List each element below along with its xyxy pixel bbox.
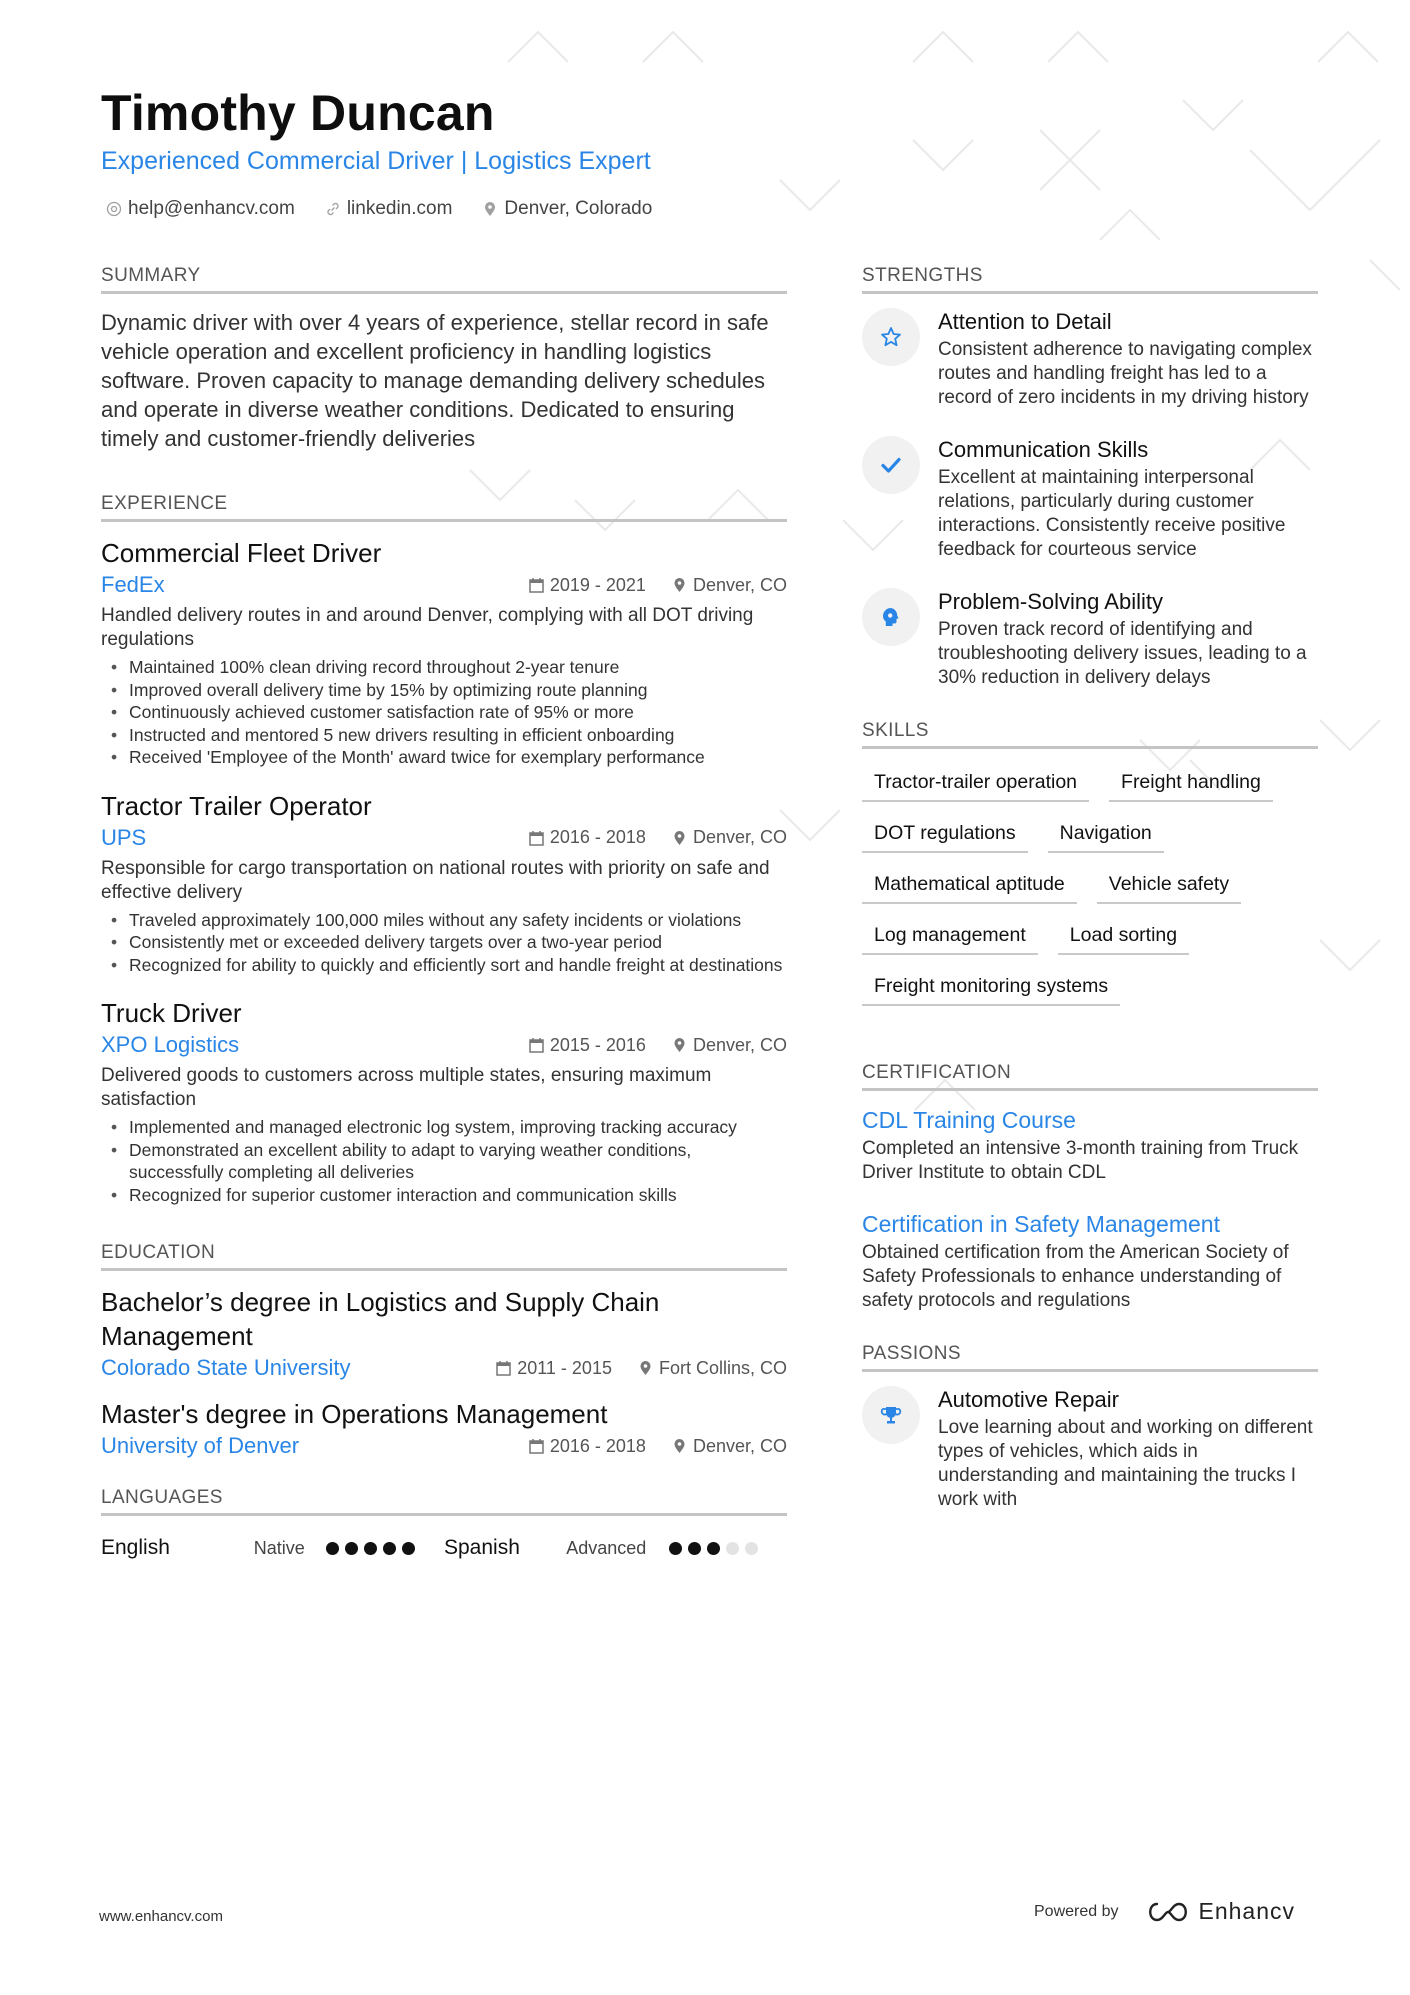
education-meta [101,1355,787,1381]
strength-title: Communication Skills [938,437,1149,462]
job-location-text: Denver, CO [692,1034,787,1055]
job-meta-right [529,827,787,848]
contact-location [482,198,652,220]
strength-description: Excellent at maintaining interpersonal relations, particularly during customer interactions. Consistently receive positive feedback for courteous service [938,467,1286,560]
job-dates [529,575,646,596]
language-name: English [101,1536,170,1559]
calendar-icon [529,1037,544,1053]
education-dates-text: 2016 - 2018 [549,1435,646,1456]
job-bullets [101,656,787,769]
education-degree: Bachelor’s degree in Logistics and Supply Chain Management [101,1287,660,1351]
skill-tag: Freight handling [1109,763,1273,802]
strength-item [862,308,1318,410]
certification-description: Completed an intensive 3-month training from Truck Driver Institute to obtain CDL [862,1138,1299,1183]
job-dates-text: 2015 - 2016 [549,1034,646,1055]
job-meta [101,1032,787,1058]
languages-title: LANGUAGES [101,1487,787,1516]
job-description: Responsible for cargo transportation on national routes with priority on safe and effective delivery [101,857,770,903]
education-meta-right [496,1358,787,1379]
language-level: Advanced [566,1537,647,1558]
at-icon [106,201,122,217]
skills-section [862,720,1318,1006]
star-icon [879,325,903,349]
rating-dot-empty [726,1542,739,1555]
job-title: Commercial Fleet Driver [101,538,382,568]
certification-name: Certification in Safety Management [862,1211,1220,1237]
education-meta-right [529,1436,787,1457]
skills-title: SKILLS [862,720,1318,749]
job-title: Truck Driver [101,998,242,1028]
passion-title: Automotive Repair [938,1387,1119,1412]
job-dates [529,1035,646,1056]
language-name: Spanish [444,1536,520,1559]
brand-name: Enhancv [1198,1898,1296,1924]
skill-tag: Load sorting [1058,916,1189,955]
job-meta [101,825,787,851]
job-bullets [101,909,787,977]
job-bullet: • Recognized for superior customer interaction and communication skills [101,1184,787,1207]
education-school: Colorado State University [101,1355,351,1380]
calendar-icon [529,830,544,846]
strength-title: Problem-Solving Ability [938,589,1163,614]
link-icon [325,201,341,217]
summary-title: SUMMARY [101,265,787,294]
rating-dot-empty [745,1542,758,1555]
experience-section [101,493,787,1206]
education-location-text: Fort Collins, CO [658,1357,787,1378]
contact-linkedin[interactable] [325,198,453,220]
rating-dot-filled [326,1542,339,1555]
language-level: Native [253,1537,305,1558]
job-description: Handled delivery routes in and around Denver, complying with all DOT driving regulations [101,605,754,650]
brain-icon [879,605,903,629]
skill-tag: Vehicle safety [1097,865,1241,904]
job-bullet: • Consistently met or exceeded delivery targets over a two-year period [101,931,787,954]
job-bullet: • Implemented and managed electronic log system, improving tracking accuracy [101,1116,787,1139]
passion-item [862,1386,1318,1512]
job-location [672,1035,787,1056]
checkmark-icon [879,453,903,477]
language-rating [326,1542,444,1555]
strength-item [862,436,1318,562]
job-bullet: • Improved overall delivery time by 15% by optimizing route planning [101,679,787,702]
job-company: XPO Logistics [101,1032,240,1057]
candidate-name: Timothy Duncan [101,85,495,141]
skill-tag: Mathematical aptitude [862,865,1077,904]
job-dates-text: 2019 - 2021 [549,574,646,595]
job-company: FedEx [101,572,165,597]
job-location-text: Denver, CO [692,574,787,595]
job-bullet: • Instructed and mentored 5 new drivers resulting in efficient onboarding [101,724,787,747]
job-bullet: • Recognized for ability to quickly and efficiently sort and handle freight at destinations [101,954,787,977]
language-rating [669,1542,787,1555]
skill-tag: Log management [862,916,1038,955]
contact-location-text: Denver, Colorado [504,198,653,219]
footer-url[interactable]: www.enhancv.com [99,1908,223,1925]
languages-section [101,1487,787,1560]
education-location [638,1358,787,1379]
contact-bar [106,198,652,220]
education-title: EDUCATION [101,1242,787,1271]
job-bullet: • Maintained 100% clean driving record throughout 2-year tenure [101,656,787,679]
job-entry [101,789,787,977]
skill-tag: Freight monitoring systems [862,967,1120,1006]
rating-dot-filled [364,1542,377,1555]
education-degree: Master's degree in Operations Management [101,1399,608,1429]
job-location [672,827,787,848]
education-dates-text: 2011 - 2015 [517,1357,612,1378]
job-location [672,575,787,596]
strength-item [862,588,1318,690]
strength-body [938,308,1318,410]
calendar-icon [496,1360,511,1376]
certification-title: CERTIFICATION [862,1062,1318,1091]
job-entry [101,536,787,769]
education-location-text: Denver, CO [692,1435,787,1456]
rating-dot-filled [345,1542,358,1555]
rating-dot-filled [688,1542,701,1555]
education-dates [529,1436,646,1457]
candidate-headline: Experienced Commercial Driver | Logistics Expert [101,147,651,175]
passions-title: PASSIONS [862,1343,1318,1372]
passion-body [938,1386,1318,1512]
strength-icon-badge [862,308,920,366]
summary-text: Dynamic driver with over 4 years of experience, stellar record in safe vehicle operation and excellent proficiency in handling logistics software. Proven capacity to manage demanding delivery schedules and operate in diverse weather conditions. Dedicated to ensuring timely and customer-friendly deliveries [101,310,769,451]
job-company: UPS [101,824,147,850]
rating-dot-filled [402,1542,415,1555]
job-bullets [101,1116,787,1206]
job-bullet: • Continuously achieved customer satisfaction rate of 95% or more [101,701,787,724]
calendar-icon [529,1438,544,1454]
location-icon [482,201,498,217]
location-icon [672,1438,687,1454]
footer-brand[interactable] [1034,1898,1295,1925]
skills-list [862,763,1318,1006]
location-icon [638,1360,653,1376]
trophy-icon [879,1403,903,1427]
right-column [862,265,1318,1538]
summary-section [101,265,787,453]
passions-section [862,1343,1318,1512]
contact-email[interactable] [106,198,295,220]
education-entry [101,1285,787,1381]
strength-icon-badge [862,436,920,494]
skill-tag: Tractor-trailer operation [862,763,1089,802]
infinity-logo-icon [1145,1901,1191,1923]
certification-description: Obtained certification from the American Society of Safety Professionals to enhance understanding of safety protocols and regulations [862,1242,1289,1311]
job-entry [101,996,787,1206]
left-column [101,265,787,1560]
education-school: University of Denver [101,1433,300,1458]
strength-description: Proven track record of identifying and troubleshooting delivery issues, leading to a 30% reduction in delivery delays [938,619,1307,688]
certification-item [862,1209,1318,1313]
education-location [672,1436,787,1457]
brand-logo [1145,1898,1296,1925]
job-dates-text: 2016 - 2018 [549,827,646,847]
strengths-section [862,265,1318,690]
powered-by-label: Powered by [1034,1902,1119,1920]
rating-dot-filled [383,1542,396,1555]
passion-description: Love learning about and working on different types of vehicles, which aids in understanding and maintaining the trucks I work with [938,1417,1313,1510]
skill-tag: Navigation [1048,814,1164,853]
rating-dot-filled [669,1542,682,1555]
contact-email-text: help@enhancv.com [128,198,295,219]
job-bullet: • Demonstrated an excellent ability to adapt to varying weather conditions, successfully completing all deliveries [101,1139,787,1184]
location-icon [672,1037,687,1053]
job-dates [529,827,646,848]
passion-icon-badge [862,1386,920,1444]
rating-dot-filled [707,1542,720,1555]
certification-section [862,1062,1318,1313]
job-bullet: • Received 'Employee of the Month' award twice for exemplary performance [101,746,787,769]
education-entry [101,1397,787,1459]
languages-row [101,1536,787,1560]
strength-body [938,588,1318,690]
job-meta [101,572,787,598]
job-meta-right [529,575,787,596]
education-dates [496,1358,612,1379]
experience-title: EXPERIENCE [101,493,787,522]
certification-item [862,1105,1318,1185]
location-icon [672,577,687,593]
job-description: Delivered goods to customers across multiple states, ensuring maximum satisfaction [101,1065,712,1110]
job-location-text: Denver, CO [692,827,787,847]
strength-icon-badge [862,588,920,646]
skill-tag: DOT regulations [862,814,1028,853]
strengths-title: STRENGTHS [862,265,1318,294]
strength-body [938,436,1318,562]
job-title: Tractor Trailer Operator [101,790,372,821]
strength-description: Consistent adherence to navigating complex routes and handling freight has led to a record of zero incidents in my driving history [938,339,1312,408]
job-bullet: • Traveled approximately 100,000 miles without any safety incidents or violations [101,909,787,932]
location-icon [672,830,687,846]
certification-name: CDL Training Course [862,1107,1076,1133]
calendar-icon [529,577,544,593]
job-meta-right [529,1035,787,1056]
education-section [101,1242,787,1459]
strength-title: Attention to Detail [938,309,1112,334]
education-meta [101,1433,787,1459]
contact-linkedin-text: linkedin.com [346,198,453,219]
